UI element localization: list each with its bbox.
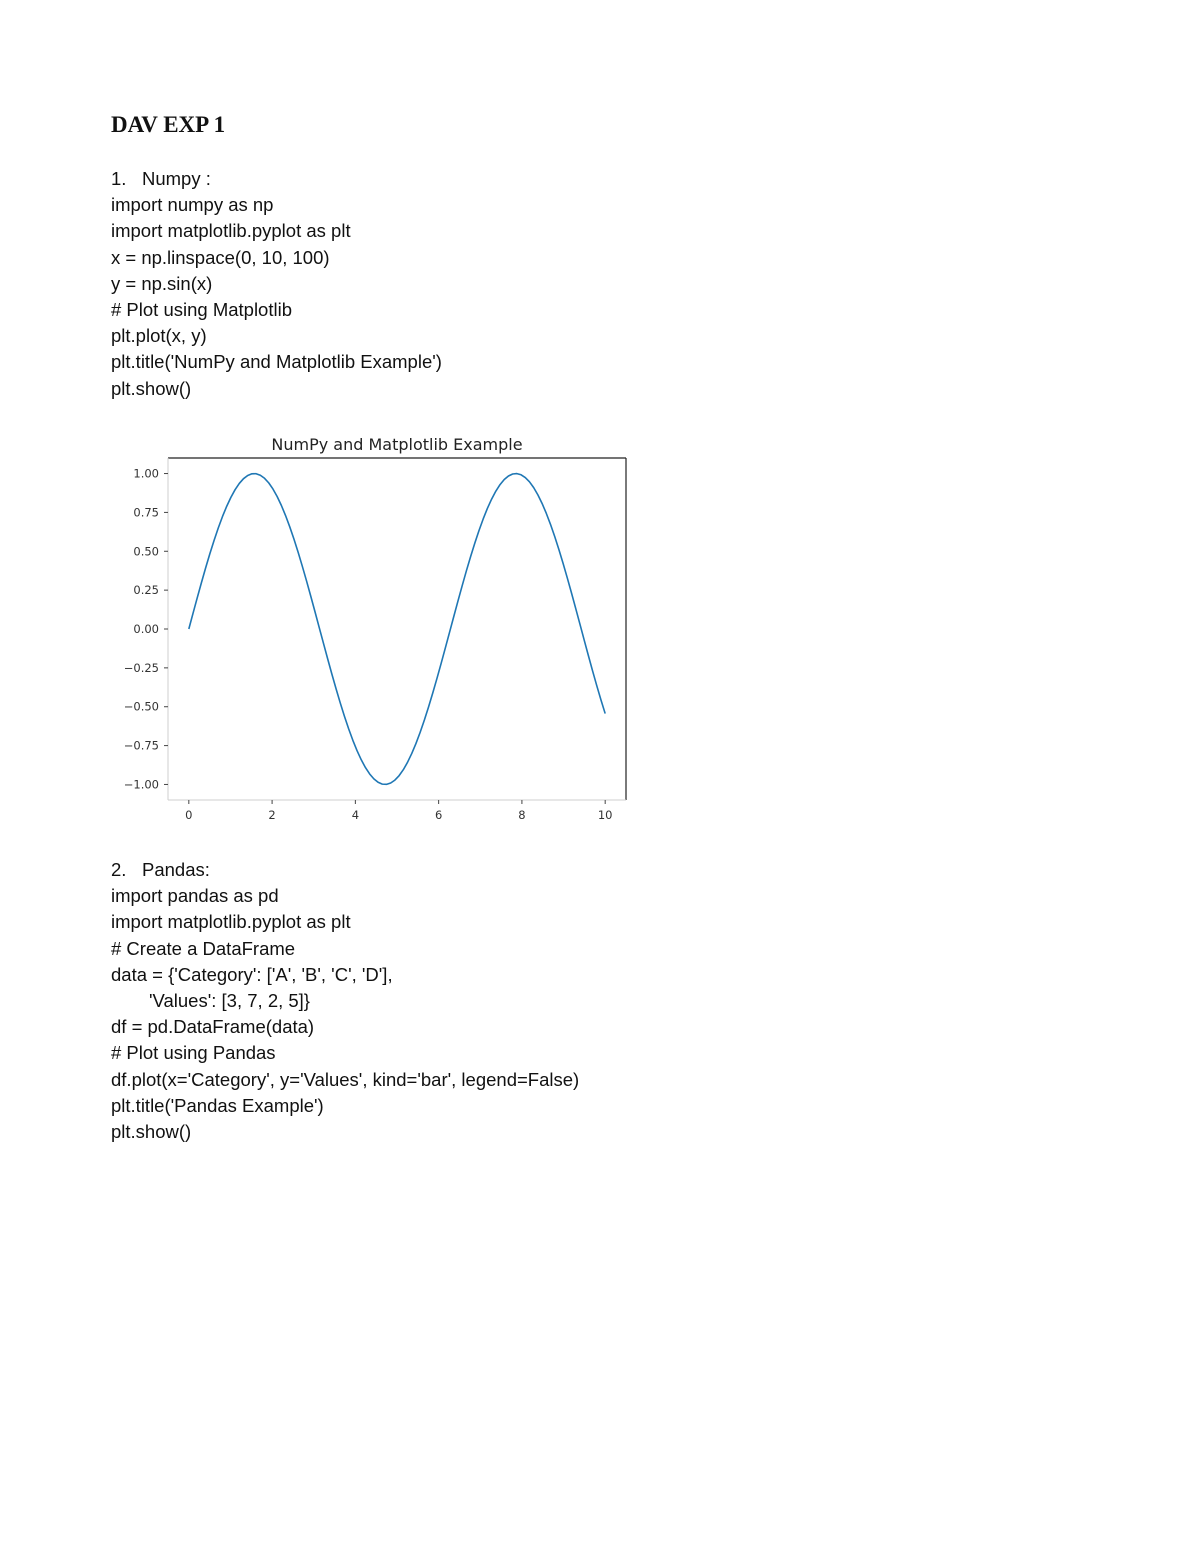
code-line: data = {'Category': ['A', 'B', 'C', 'D'],	[111, 963, 393, 985]
section-pandas	[111, 857, 911, 1145]
document-title: DAV EXP 1	[111, 112, 226, 137]
code-line: # Plot using Matplotlib	[111, 298, 292, 320]
code-line: plt.show()	[111, 377, 192, 399]
y-tick-label: −0.25	[123, 660, 159, 675]
y-tick-label: 0.25	[133, 583, 159, 598]
chart-title: NumPy and Matplotlib Example	[271, 435, 523, 454]
x-tick-label: 2	[268, 808, 276, 822]
y-tick-label: 0.50	[133, 544, 159, 559]
code-line: plt.plot(x, y)	[111, 325, 207, 347]
code-line: plt.title('Pandas Example')	[111, 1094, 324, 1116]
y-tick-label: 1.00	[133, 466, 159, 481]
y-tick-label: 0.00	[133, 622, 159, 636]
y-tick-label: 0.75	[133, 505, 159, 520]
x-tick-label: 8	[518, 808, 526, 822]
code-line: y = np.sin(x)	[111, 272, 213, 294]
x-tick-label: 4	[351, 808, 360, 822]
axes-frame	[168, 458, 626, 800]
code-line: import numpy as np	[111, 194, 274, 216]
x-tick-label: 6	[434, 808, 443, 822]
y-tick-label: −0.75	[123, 738, 159, 753]
section-title: Numpy :	[142, 168, 211, 189]
x-axis	[185, 800, 612, 822]
code-line: # Plot using Pandas	[111, 1042, 276, 1064]
series-group	[189, 474, 605, 785]
section-numpy	[111, 166, 911, 402]
code-line: x = np.linspace(0, 10, 100)	[111, 246, 330, 268]
y-tick-label: −1.00	[123, 777, 159, 792]
section-title: Pandas:	[142, 859, 210, 880]
code-line: 'Values': [3, 7, 2, 5]}	[149, 989, 310, 1011]
x-tick-label: 0	[185, 808, 193, 822]
section-number: 2.	[111, 859, 127, 880]
section-heading	[111, 166, 911, 192]
code-line: import pandas as pd	[111, 885, 279, 907]
code-line: df.plot(x='Category', y='Values', kind='bar', legend=False)	[111, 1068, 580, 1090]
code-line: df = pd.DataFrame(data)	[111, 1016, 315, 1038]
code-line: # Create a DataFrame	[111, 937, 296, 959]
code-line: import matplotlib.pyplot as plt	[111, 220, 351, 242]
series-line-sin	[189, 474, 605, 785]
x-tick-label: 10	[597, 808, 613, 822]
y-axis	[124, 467, 168, 792]
y-tick-label: −0.50	[123, 699, 159, 714]
sine-chart	[112, 430, 642, 830]
section-number: 1.	[111, 168, 127, 189]
code-line: plt.title('NumPy and Matplotlib Example')	[111, 351, 442, 373]
code-line: plt.show()	[111, 1120, 192, 1142]
code-line: import matplotlib.pyplot as plt	[111, 911, 351, 933]
section-heading	[111, 857, 911, 883]
chart-svg	[112, 430, 642, 830]
